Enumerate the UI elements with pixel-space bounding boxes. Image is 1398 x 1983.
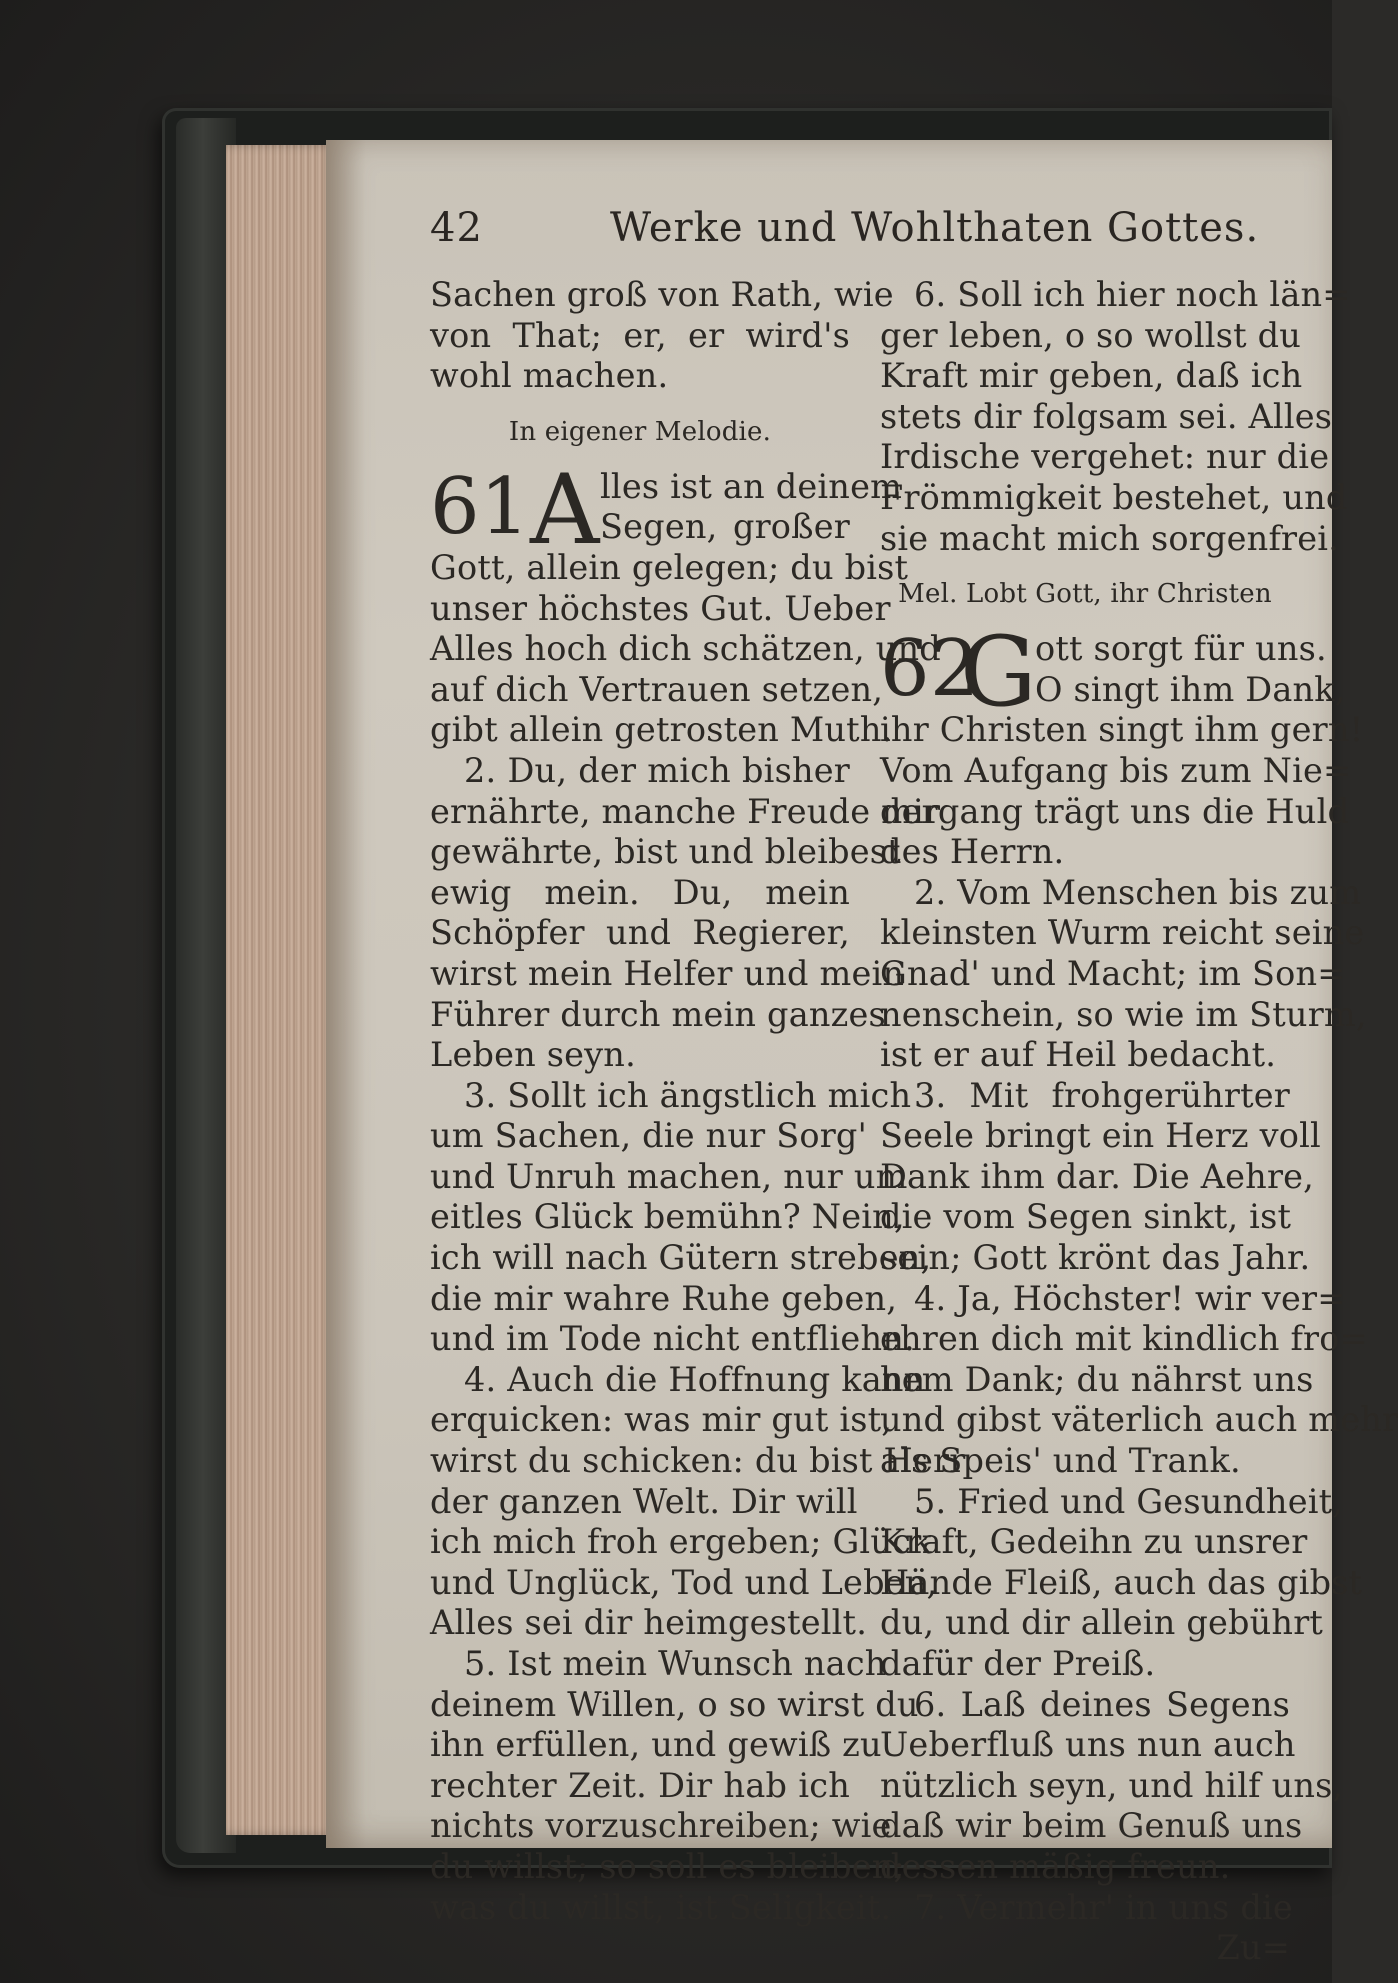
running-title: Werke und Wohlthaten Gottes. <box>610 205 1260 251</box>
text-line: hem Dank; du nährst uns <box>880 1359 1314 1399</box>
page-number: 42 <box>430 205 483 251</box>
text-line: Leben seyn. <box>430 1035 636 1075</box>
text-line: nenschein, so wie im Sturm, <box>880 994 1367 1034</box>
text-line: Alles hoch dich schätzen, und <box>430 629 941 669</box>
text-line: ihn erfüllen, und gewiß zu <box>430 1725 882 1765</box>
text-line: nützlich seyn, und hilf uns, <box>880 1765 1344 1805</box>
text-line: ich mich froh ergeben; Glück <box>430 1522 932 1562</box>
text-line: Alles sei dir heimgestellt. <box>430 1603 868 1643</box>
text-line: lles ist an deinem <box>600 466 903 506</box>
text-line: Kraft mir geben, daß ich <box>880 356 1303 396</box>
text-line: 2. Vom Menschen bis zum <box>914 872 1362 912</box>
text-line: als Speis' und Trank. <box>880 1441 1241 1481</box>
text-line: wirst du schicken: du bist Herr <box>430 1441 966 1481</box>
text-line: unser höchstes Gut. Ueber <box>430 588 891 628</box>
text-line: Sachen groß von Rath, wie <box>430 275 894 314</box>
text-line: Schöpfer und Regierer, <box>430 913 850 953</box>
text-line: Frömmigkeit bestehet, und <box>880 477 1348 517</box>
text-line: und gibst väterlich auch mehr <box>880 1400 1398 1440</box>
text-line: die mir wahre Ruhe geben, <box>430 1278 898 1318</box>
text-line: O singt ihm Dank, <box>1035 669 1346 709</box>
text-line: 6. Soll ich hier noch län= <box>914 275 1351 314</box>
text-line: dafür der Preiß. <box>880 1644 1156 1683</box>
text-line: gewährte, bist und bleibest <box>430 832 901 872</box>
text-line: Segen, großer <box>600 507 850 547</box>
text-line: ewig mein. Du, mein <box>430 872 850 912</box>
right-column <box>880 275 1398 1969</box>
text-line: wirst mein Helfer und mein <box>430 953 905 993</box>
text-line: Seele bringt ein Herz voll <box>880 1116 1321 1156</box>
text-line: rechter Zeit. Dir hab ich <box>430 1765 850 1805</box>
hymn-61-start <box>430 453 903 566</box>
text-line: Gott, allein gelegen; du bist <box>430 547 909 587</box>
text-line: auf dich Vertrauen setzen, <box>430 669 884 709</box>
melody-heading: Mel. Lobt Gott, ihr Christen <box>898 579 1272 610</box>
right-body-lines <box>880 710 1398 1928</box>
text-line: ich will nach Gütern streben, <box>430 1238 932 1278</box>
text-line: erquicken: was mir gut ist, <box>430 1400 893 1440</box>
text-line: deinem Willen, o so wirst du <box>430 1684 919 1724</box>
text-line: Vom Aufgang bis zum Nie= <box>880 750 1352 790</box>
text-line: und im Tode nicht entfliehn. <box>430 1319 915 1359</box>
melody-heading: In eigener Melodie. <box>508 416 772 447</box>
hymn-number: 61 <box>430 461 530 552</box>
catchword: Zu= <box>1216 1928 1290 1968</box>
text-line: eitles Glück bemühn? Nein, <box>430 1197 905 1237</box>
text-line: um Sachen, die nur Sorg' <box>430 1116 867 1156</box>
text-line: 7. Vermehr' in uns die <box>914 1887 1293 1927</box>
page-header <box>430 205 1260 261</box>
text-line: wohl machen. <box>430 356 669 396</box>
text-line: Hände Fleiß, auch das gibst <box>880 1562 1363 1602</box>
text-line: 2. Du, der mich bisher <box>464 750 850 790</box>
page-edges <box>226 145 336 1835</box>
text-line: du willst; so soll es bleiben; <box>430 1846 906 1886</box>
drop-cap: A <box>530 453 600 566</box>
text-line: ott sorgt für uns. <box>1035 629 1327 669</box>
text-line: ihr Christen singt ihm gern! <box>880 710 1364 750</box>
text-line: und Unruh machen, nur um <box>430 1156 908 1196</box>
text-line: und Unglück, Tod und Leben, <box>430 1562 938 1602</box>
text-line: 4. Ja, Höchster! wir ver= <box>914 1278 1346 1318</box>
text-line: 5. Fried und Gesundheit, <box>914 1481 1344 1521</box>
text-line: der ganzen Welt. Dir will <box>430 1481 858 1521</box>
text-line: Dank ihm dar. Die Aehre, <box>880 1156 1315 1196</box>
text-line: ernährte, manche Freude mir <box>430 791 941 831</box>
text-line: ehren dich mit kindlich fro= <box>880 1319 1368 1359</box>
text-line: von That; er, er wird's <box>430 315 850 355</box>
page-gutter-shadow <box>326 140 366 1848</box>
text-line: Ueberfluß uns nun auch <box>880 1725 1296 1765</box>
text-line: kleinsten Wurm reicht seine <box>880 913 1365 953</box>
text-line: sein; Gott krönt das Jahr. <box>880 1238 1311 1278</box>
hymn-number: 62 <box>880 624 980 715</box>
text-line: ger leben, o so wollst du <box>880 315 1302 355</box>
text-line: dessen mäßig freun. <box>880 1846 1231 1886</box>
text-line: die vom Segen sinkt, ist <box>880 1197 1292 1237</box>
text-line: 3. Mit frohgerührter <box>914 1075 1290 1115</box>
text-line: Kraft, Gedeihn zu unsrer <box>880 1522 1308 1562</box>
text-line: Führer durch mein ganzes <box>430 994 886 1034</box>
drop-cap: G <box>960 616 1037 729</box>
text-line: nichts vorzuschreiben; wie <box>430 1806 892 1846</box>
text-line: was du willst, ist Seligkeit. <box>430 1887 892 1927</box>
text-line: Gnad' und Macht; im Son= <box>880 953 1346 993</box>
hymn-62-start <box>880 616 1346 729</box>
text-line: ist er auf Heil bedacht. <box>880 1035 1277 1075</box>
text-line: 6. Laß deines Segens <box>914 1684 1290 1724</box>
text-line: daß wir beim Genuß uns <box>880 1806 1303 1846</box>
text-line: stets dir folgsam sei. Alles <box>880 396 1333 436</box>
right-top-lines <box>880 275 1351 559</box>
text-line: 3. Sollt ich ängstlich mich <box>464 1075 912 1115</box>
text-line: sie macht mich sorgenfrei. <box>880 518 1340 558</box>
text-line: gibt allein getrosten Muth. <box>430 710 893 750</box>
text-line: 4. Auch die Hoffnung kann <box>464 1359 926 1399</box>
text-line: Irdische vergehet: nur die <box>880 437 1330 477</box>
text-line: du, und dir allein gebührt <box>880 1603 1324 1643</box>
text-line: des Herrn. <box>880 832 1065 872</box>
text-line: 5. Ist mein Wunsch nach <box>464 1644 887 1683</box>
text-line: dergang trägt uns die Huld <box>880 791 1350 831</box>
